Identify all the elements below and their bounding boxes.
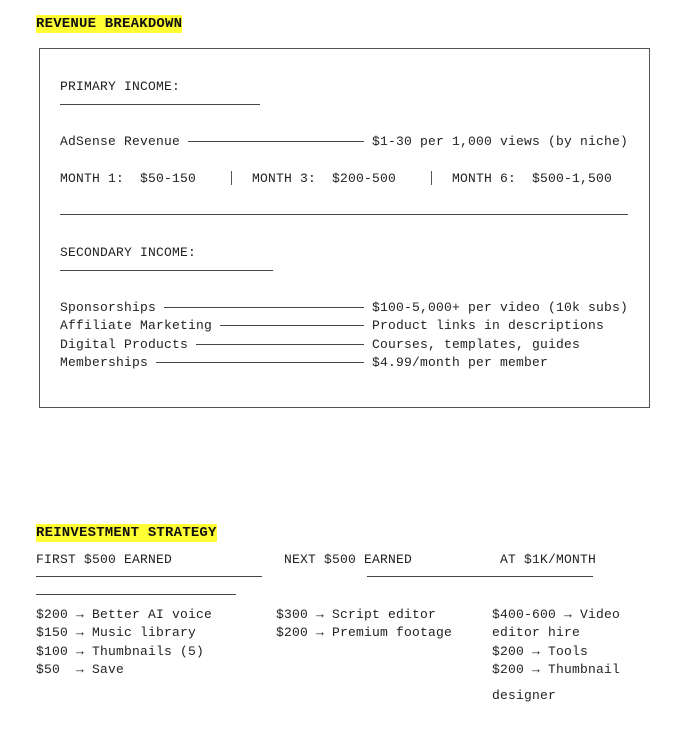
adsense-leader (188, 141, 364, 142)
adsense-label: AdSense Revenue (60, 134, 181, 149)
col2-title: NEXT $500 EARNED (284, 552, 413, 567)
col1-item: $200 → Better AI voice (36, 607, 213, 622)
col3-underline (36, 594, 236, 595)
col1-item: $150 → Music library (36, 625, 197, 640)
primary-underline (60, 104, 260, 105)
income-row-label: Digital Products (60, 337, 189, 352)
income-row-value: $100-5,000+ per video (10k subs) (372, 300, 629, 315)
income-row-leader (196, 344, 364, 345)
month-1: MONTH 1: $50-150 (60, 171, 197, 186)
primary-income-title: PRIMARY INCOME: (60, 79, 181, 94)
secondary-income-title: SECONDARY INCOME: (60, 245, 197, 260)
month-separator (431, 171, 432, 185)
col3-item: $200 → Thumbnail (492, 662, 621, 677)
income-row-value: $4.99/month per member (372, 355, 549, 370)
income-row-leader (220, 325, 364, 326)
reinvestment-heading: REINVESTMENT STRATEGY (36, 525, 217, 541)
col3-item: designer (492, 688, 557, 703)
col3-item: $400-600 → Video (492, 607, 621, 622)
month-separator (231, 171, 232, 185)
col3-item: $200 → Tools (492, 644, 589, 659)
month-3: MONTH 3: $200-500 (252, 171, 397, 186)
income-row-label: Memberships (60, 355, 149, 370)
col2-item: $200 → Premium footage (276, 625, 453, 640)
income-row-leader (156, 362, 364, 363)
col1-item: $100 → Thumbnails (5) (36, 644, 205, 659)
income-row-label: Sponsorships (60, 300, 157, 315)
income-row-value: Product links in descriptions (372, 318, 605, 333)
col1-title: FIRST $500 EARNED (36, 552, 173, 567)
section-divider (60, 214, 628, 215)
col3-item: editor hire (492, 625, 581, 640)
col2-item: $300 → Script editor (276, 607, 437, 622)
month-6: MONTH 6: $500-1,500 (452, 171, 613, 186)
revenue-heading: REVENUE BREAKDOWN (36, 16, 183, 32)
income-row-label: Affiliate Marketing (60, 318, 213, 333)
revenue-box (39, 48, 650, 408)
col2-underline (367, 576, 593, 577)
col1-item: $50 → Save (36, 662, 125, 677)
col3-title: AT $1K/MONTH (500, 552, 597, 567)
adsense-value: $1-30 per 1,000 views (by niche) (372, 134, 629, 149)
income-row-leader (164, 307, 364, 308)
secondary-underline (60, 270, 273, 271)
col1-underline (36, 576, 262, 577)
income-row-value: Courses, templates, guides (372, 337, 581, 352)
